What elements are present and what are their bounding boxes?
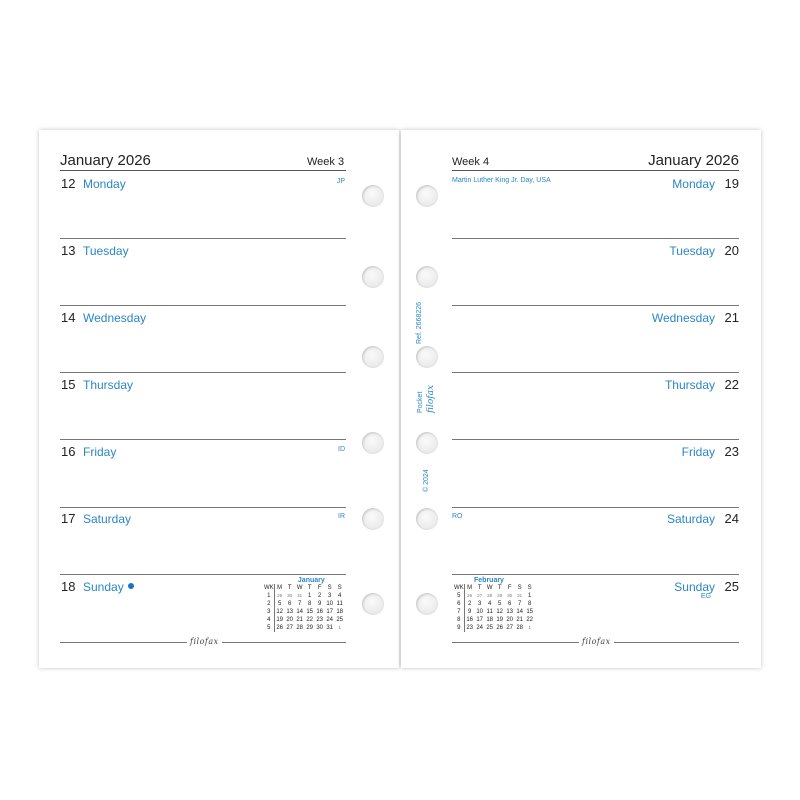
mini-calendar-header: WK <box>264 585 274 591</box>
mini-calendar-day: 24 <box>326 617 334 623</box>
sunday-rule <box>264 574 346 575</box>
mini-calendar-day: 25 <box>486 625 494 631</box>
day-name: Wednesday <box>83 311 147 325</box>
spine-brand-logo: filofax <box>426 384 436 413</box>
country-code: EG <box>700 593 711 600</box>
mini-calendar-day: 17 <box>326 609 334 615</box>
mini-calendar-day: 2 <box>468 601 472 607</box>
right-diary-page <box>401 130 761 668</box>
binder-hole <box>416 266 438 288</box>
mini-calendar-january <box>264 577 345 632</box>
mini-calendar-week-number: 8 <box>454 616 464 624</box>
binder-hole <box>416 432 438 454</box>
mini-calendar-day: 1 <box>528 625 531 630</box>
mini-calendar-day: 23 <box>316 617 324 623</box>
day-name: Friday <box>83 445 117 459</box>
day-name: Sunday <box>674 580 715 594</box>
left-week-label: Week 3 <box>307 156 345 168</box>
mini-calendar-header: S <box>517 585 522 591</box>
filofax-logo: filofax <box>579 637 614 646</box>
mini-calendar-day: 28 <box>296 625 304 631</box>
right-week-label: Week 4 <box>452 156 490 168</box>
day-divider <box>452 305 739 306</box>
mini-calendar-day: 19 <box>496 617 504 623</box>
mini-calendar-week-number: 6 <box>454 600 464 608</box>
binder-hole <box>416 346 438 368</box>
mini-calendar-day: 27 <box>477 593 483 598</box>
day-name: Wednesday <box>651 311 715 325</box>
day-name: Monday <box>672 177 715 191</box>
sunday-rule <box>452 574 532 575</box>
day-number: 13 <box>61 243 76 258</box>
mini-calendar-day: 15 <box>526 609 534 615</box>
mini-calendar-day: 3 <box>478 601 482 607</box>
day-name: Tuesday <box>669 244 715 258</box>
day-number: 20 <box>724 243 739 258</box>
day-number: 15 <box>61 377 76 392</box>
day-name: Thursday <box>664 378 715 392</box>
day-name: Monday <box>83 177 126 191</box>
mini-calendar-header: T <box>497 585 502 591</box>
mini-calendar-day: 11 <box>486 609 493 615</box>
day-number: 19 <box>724 176 739 191</box>
country-code: JP <box>336 178 345 185</box>
binder-hole <box>362 593 384 615</box>
day-divider <box>60 507 346 508</box>
mini-calendar-day: 30 <box>316 625 324 631</box>
mini-calendar-header: F <box>317 585 322 591</box>
country-code: IR <box>338 513 345 520</box>
binder-hole <box>362 432 384 454</box>
mini-calendar-title: January <box>297 577 325 584</box>
mini-calendar-day: 18 <box>336 609 344 615</box>
mini-calendar-day: 29 <box>306 625 314 631</box>
day-name: Sunday <box>83 580 124 594</box>
day-number: 16 <box>61 444 76 459</box>
day-divider <box>60 305 346 306</box>
mini-calendar-week-number: 2 <box>264 600 274 608</box>
filofax-logo: filofax <box>187 637 222 646</box>
mini-calendar-week-number: 4 <box>264 616 274 624</box>
mini-calendar-day: 22 <box>306 617 314 623</box>
day-divider <box>60 439 346 440</box>
day-number: 17 <box>61 511 76 526</box>
mini-calendar-day: 30 <box>507 593 513 598</box>
binder-hole <box>416 508 438 530</box>
mini-calendar-day: 26 <box>467 593 473 598</box>
mini-calendar-day: 26 <box>276 625 284 631</box>
mini-calendar-day: 21 <box>516 617 524 623</box>
mini-calendar-day: 24 <box>476 625 484 631</box>
mini-calendar-week-number: 7 <box>454 608 464 616</box>
day-number: 18 <box>61 579 76 594</box>
mini-calendar-day: 1 <box>528 593 532 599</box>
mini-calendar-day: 29 <box>497 593 503 598</box>
spine-size: Pocket <box>417 391 424 413</box>
mini-calendar-day: 7 <box>518 601 522 607</box>
binder-hole <box>362 508 384 530</box>
mini-calendar-day: 27 <box>506 625 514 631</box>
mini-calendar-day: 13 <box>286 609 294 615</box>
right-month-title: January 2026 <box>648 152 739 169</box>
mini-calendar-day: 31 <box>517 593 523 598</box>
day-number: 21 <box>724 310 739 325</box>
binder-hole <box>416 185 438 207</box>
day-divider <box>60 238 346 239</box>
day-name: Saturday <box>83 512 132 526</box>
mini-calendar-day: 5 <box>498 601 502 607</box>
mini-calendar-day: 3 <box>328 593 332 599</box>
mini-calendar-day: 20 <box>286 617 294 623</box>
mini-calendar-title: February <box>474 577 504 584</box>
binder-hole <box>416 593 438 615</box>
day-divider <box>452 507 739 508</box>
right-header-rule <box>452 170 739 171</box>
mini-calendar-header: F <box>507 585 512 591</box>
mini-calendar-day: 28 <box>516 625 524 631</box>
mini-calendar-day: 5 <box>278 601 282 607</box>
day-divider <box>60 372 346 373</box>
day-divider <box>452 238 739 239</box>
mini-calendar-header: S <box>337 585 342 591</box>
mini-calendar-day: 21 <box>296 617 304 623</box>
new-moon-dot <box>128 583 134 589</box>
day-number: 25 <box>724 579 739 594</box>
binder-hole <box>362 266 384 288</box>
mini-calendar-day: 14 <box>296 609 304 615</box>
day-number: 14 <box>61 310 76 325</box>
holiday-label: Martin Luther King Jr. Day, USA <box>452 177 551 184</box>
mini-calendar-day: 19 <box>276 617 284 623</box>
mini-calendar-week-number: 5 <box>264 624 274 632</box>
mini-calendar-header: W <box>296 585 303 591</box>
mini-calendar-day: 7 <box>298 601 302 607</box>
mini-calendar-week-number: 5 <box>454 592 464 600</box>
mini-calendar-day: 15 <box>306 609 314 615</box>
day-number: 22 <box>724 377 739 392</box>
spine-copyright: © 2024 <box>423 469 430 492</box>
mini-calendar-day: 10 <box>326 601 334 607</box>
day-name: Friday <box>681 445 715 459</box>
mini-calendar-day: 2 <box>318 593 322 599</box>
mini-calendar-header: S <box>327 585 332 591</box>
left-diary-page <box>39 130 399 668</box>
mini-calendar-day: 31 <box>297 593 303 598</box>
day-name: Saturday <box>666 512 715 526</box>
mini-calendar-header: M <box>467 585 473 591</box>
mini-calendar-day: 30 <box>287 593 293 598</box>
mini-calendar-day: 12 <box>496 609 504 615</box>
mini-calendar-day: 16 <box>466 617 474 623</box>
mini-calendar-day: 4 <box>338 593 342 599</box>
mini-calendar-day: 22 <box>526 617 534 623</box>
mini-calendar-day: 12 <box>276 609 284 615</box>
mini-calendar-week-number: 9 <box>454 624 464 632</box>
mini-calendar-header: T <box>307 585 312 591</box>
mini-calendar-grid <box>454 584 535 632</box>
day-divider <box>452 372 739 373</box>
mini-calendar-day: 20 <box>506 617 514 623</box>
mini-calendar-header: S <box>527 585 532 591</box>
day-name: Thursday <box>83 378 134 392</box>
mini-calendar-day: 28 <box>487 593 493 598</box>
mini-calendar-grid <box>264 584 345 632</box>
day-number: 12 <box>61 176 76 191</box>
mini-calendar-day: 18 <box>486 617 494 623</box>
mini-calendar-day: 10 <box>476 609 484 615</box>
day-divider <box>452 439 739 440</box>
mini-calendar-day: 14 <box>516 609 524 615</box>
day-name: Tuesday <box>83 244 129 258</box>
mini-calendar-day: 17 <box>476 617 484 623</box>
country-code: ID <box>338 446 345 453</box>
mini-calendar-day: 27 <box>286 625 294 631</box>
mini-calendar-day: 16 <box>316 609 324 615</box>
mini-calendar-week-number: 1 <box>264 592 274 600</box>
mini-calendar-header: T <box>477 585 482 591</box>
mini-calendar-day: 8 <box>528 601 532 607</box>
spine-ref: Ref. 2668226 <box>416 301 423 344</box>
mini-calendar-day: 9 <box>318 601 322 607</box>
mini-calendar-header: M <box>277 585 283 591</box>
day-number: 24 <box>724 511 739 526</box>
mini-calendar-day: 29 <box>277 593 283 598</box>
mini-calendar-header: WK <box>454 585 464 591</box>
binder-hole <box>362 185 384 207</box>
day-number: 23 <box>724 444 739 459</box>
mini-calendar-day: 11 <box>336 601 343 607</box>
binder-hole <box>362 346 384 368</box>
left-header-rule <box>60 170 346 171</box>
mini-calendar-day: 6 <box>508 601 512 607</box>
country-code: RO <box>452 513 463 520</box>
mini-calendar-day: 1 <box>308 593 312 599</box>
mini-calendar-week-number: 3 <box>264 608 274 616</box>
mini-calendar-day: 26 <box>496 625 504 631</box>
mini-calendar-day: 9 <box>468 609 472 615</box>
mini-calendar-day: 6 <box>288 601 292 607</box>
mini-calendar-day: 8 <box>308 601 312 607</box>
mini-calendar-day: 31 <box>326 625 334 631</box>
mini-calendar-day: 25 <box>336 617 344 623</box>
mini-calendar-header: T <box>287 585 292 591</box>
mini-calendar-day: 4 <box>488 601 492 607</box>
left-month-title: January 2026 <box>60 152 151 169</box>
mini-calendar-day: 23 <box>466 625 474 631</box>
mini-calendar-day: 13 <box>506 609 514 615</box>
mini-calendar-header: W <box>486 585 493 591</box>
mini-calendar-february <box>454 577 535 632</box>
mini-calendar-day: 1 <box>338 625 341 630</box>
